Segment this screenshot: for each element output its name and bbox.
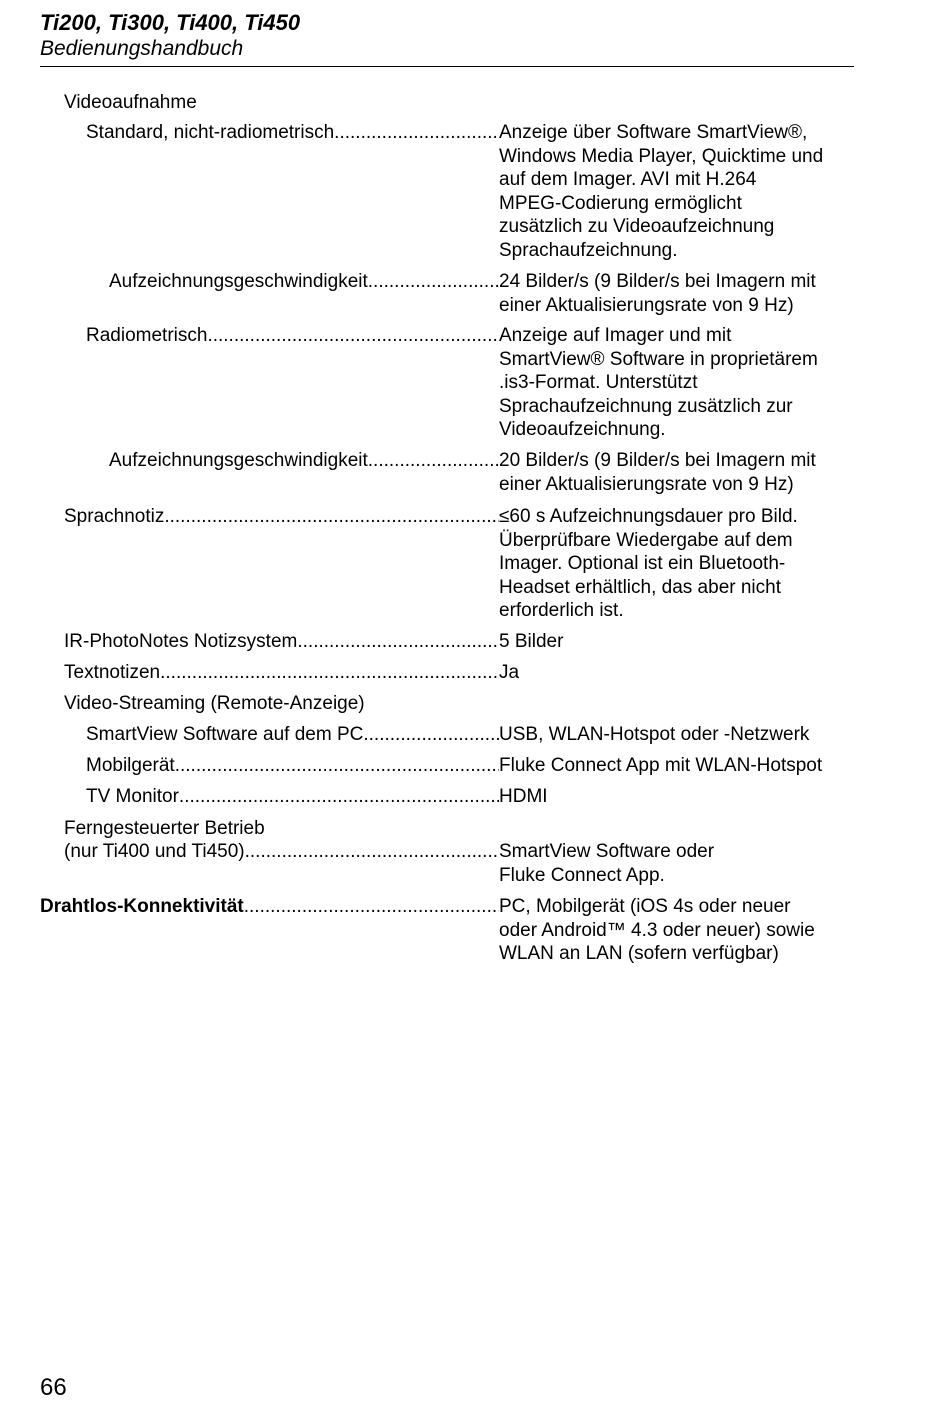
spec-section-video: Videoaufnahme bbox=[64, 92, 197, 113]
spec-label: Sprachnotiz bbox=[64, 506, 165, 527]
spec-label: SmartView Software auf dem PC bbox=[86, 724, 364, 745]
spec-label: Aufzeichnungsgeschwindigkeit bbox=[109, 450, 368, 471]
spec-label: Aufzeichnungsgeschwindigkeit bbox=[109, 271, 368, 292]
dot-leader bbox=[179, 785, 499, 809]
spec-label: TV Monitor bbox=[86, 786, 179, 807]
spec-value: 24 Bilder/s (9 Bilder/s bei Imagern mit einer Aktualisierungsrate von 9 Hz) bbox=[499, 271, 816, 316]
spec-section-streaming: Video-Streaming (Remote-Anzeige) bbox=[64, 693, 365, 714]
spec-value: 5 Bilder bbox=[499, 631, 564, 652]
spec-value: HDMI bbox=[499, 786, 548, 807]
spec-label: Radiometrisch bbox=[86, 325, 208, 346]
dot-leader bbox=[297, 630, 499, 654]
spec-label: (nur Ti400 und Ti450) bbox=[64, 841, 245, 862]
header-divider bbox=[40, 66, 854, 67]
spec-value: Anzeige über Software SmartView®, Windows Media Player, Quicktime und auf dem Imager. AVI mit H.264 MPEG-Codierung ermöglicht zusätzlich zu Videoaufzeichnung Sprachaufzeichnung. bbox=[499, 122, 824, 261]
spec-value: USB, WLAN-Hotspot oder -Netzwerk bbox=[499, 724, 810, 745]
page-header bbox=[40, 10, 854, 62]
spec-value: 20 Bilder/s (9 Bilder/s bei Imagern mit einer Aktualisierungsrate von 9 Hz) bbox=[499, 450, 816, 495]
dot-leader bbox=[334, 121, 499, 145]
dot-leader bbox=[244, 895, 499, 919]
spec-value: PC, Mobilgerät (iOS 4s oder neuer oder Android™ 4.3 oder neuer) sowie WLAN an LAN (sofern verfügbar) bbox=[499, 896, 815, 964]
spec-value: Anzeige auf Imager und mit SmartView® Software in proprietärem .is3-Format. Unterstützt Sprachaufzeichnung zusätzlich zur Videoaufzeichnung. bbox=[499, 325, 818, 440]
spec-value: Fluke Connect App mit WLAN-Hotspot bbox=[499, 755, 823, 776]
spec-label: Standard, nicht-radiometrisch bbox=[86, 122, 335, 143]
spec-remote-heading: Ferngesteuerter Betrieb bbox=[64, 818, 265, 839]
page-number: 66 bbox=[40, 1374, 67, 1401]
manual-title: Ti200, Ti300, Ti400, Ti450 bbox=[40, 10, 301, 35]
spec-label: Textnotizen bbox=[64, 662, 161, 683]
spec-value: ≤60 s Aufzeichnungsdauer pro Bild. Überprüfbare Wiedergabe auf dem Imager. Optional ist ein Bluetooth- Headset erhältlich, das aber nicht erforderlich ist. bbox=[499, 506, 798, 621]
spec-value: Ja bbox=[499, 662, 520, 683]
dot-leader bbox=[368, 270, 499, 294]
dot-leader bbox=[368, 449, 499, 473]
dot-leader bbox=[160, 661, 499, 685]
dot-leader bbox=[363, 723, 499, 747]
manual-subtitle: Bedienungshandbuch bbox=[40, 37, 244, 60]
spec-label: IR-PhotoNotes Notizsystem bbox=[64, 631, 298, 652]
dot-leader bbox=[207, 324, 499, 348]
dot-leader bbox=[245, 840, 499, 864]
dot-leader bbox=[164, 505, 499, 529]
spec-label: Mobilgerät bbox=[86, 755, 175, 776]
spec-label: Drahtlos-Konnektivität bbox=[40, 896, 244, 917]
dot-leader bbox=[175, 754, 499, 778]
spec-value: SmartView Software oder Fluke Connect App. bbox=[499, 841, 715, 886]
